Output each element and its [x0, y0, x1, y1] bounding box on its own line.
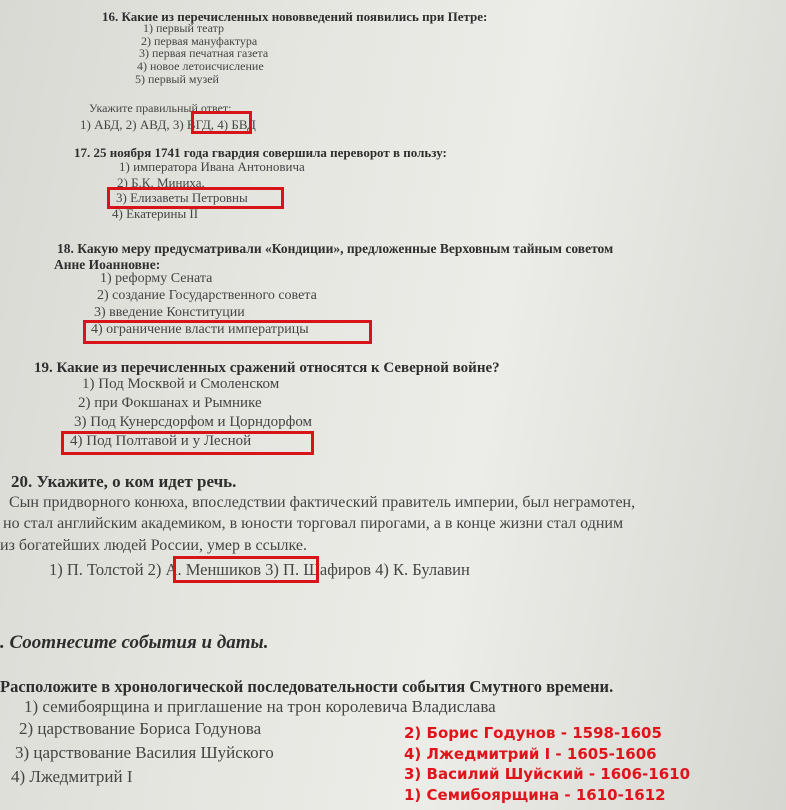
- q17-option-2: 2) Б.К. Миниха,: [117, 175, 205, 190]
- q16-option-3: 3) первая печатная газета: [139, 46, 269, 60]
- q18-option-3: 3) введение Конституции: [94, 305, 245, 320]
- answer-line-4: 1) Семибоярщина - 1610-1612: [404, 786, 666, 804]
- section-task: Расположите в хронологической последовательности события Смутного времени.: [0, 677, 614, 696]
- q20-answers: 1) П. Толстой 2) А. Меншиков 3) П. Шафиров 4) К. Булавин: [49, 560, 470, 579]
- q20-highlight-box: [173, 556, 319, 583]
- section-item-3: 3) царствование Василия Шуйского: [15, 743, 274, 762]
- q20-text-line-3: из богатейших людей России, умер в ссылке.: [0, 537, 307, 554]
- q17-option-1: 1) императора Ивана Антоновича: [119, 159, 305, 174]
- section-item-1: 1) семибоярщина и приглашение на трон королевича Владислава: [24, 697, 496, 716]
- section-item-4: 4) Лжедмитрий I: [11, 767, 133, 786]
- q18-option-1: 1) реформу Сената: [100, 271, 213, 286]
- q19-option-4: 4) Под Полтавой и у Лесной: [70, 433, 252, 449]
- q16-option-2: 2) первая мануфактура: [141, 34, 258, 48]
- q16-prompt: Укажите правильный ответ:: [89, 101, 232, 115]
- answer-line-1: 2) Борис Годунов - 1598-1605: [404, 724, 662, 742]
- q20-text-line-2: но стал английским академиком, в юности торговал пирогами, а в конце жизни стал одним: [3, 515, 624, 532]
- section-title: . Соотнесите события и даты.: [0, 632, 269, 653]
- question-18-title-continued: Анне Иоанновне:: [54, 257, 161, 272]
- q18-option-2: 2) создание Государственного совета: [97, 288, 317, 303]
- q18-option-4: 4) ограничение власти императрицы: [91, 322, 309, 337]
- answer-line-3: 3) Василий Шуйский - 1606-1610: [404, 765, 691, 783]
- q16-option-4: 4) новое летоисчисление: [137, 59, 264, 73]
- q19-option-2: 2) при Фокшанах и Рымнике: [78, 395, 262, 411]
- q17-highlight-box: [107, 187, 284, 209]
- q19-option-1: 1) Под Москвой и Смоленском: [82, 376, 280, 392]
- q16-highlight-box: [191, 111, 252, 134]
- q16-option-5: 5) первый музей: [135, 72, 219, 86]
- q19-highlight-box: [61, 431, 314, 455]
- question-18-title: 18. Какую меру предусматривали «Кондиции», предложенные Верховным тайным советом: [57, 241, 614, 256]
- q17-option-4: 4) Екатерины II: [112, 206, 199, 221]
- question-19-title: 19. Какие из перечисленных сражений относятся к Северной войне?: [34, 360, 500, 376]
- q16-option-1: 1) первый театр: [143, 21, 225, 35]
- question-20-title: 20. Укажите, о ком идет речь.: [11, 472, 237, 491]
- q17-option-3: 3) Елизаветы Петровны: [116, 190, 248, 205]
- q18-highlight-box: [83, 320, 372, 344]
- question-17-title: 17. 25 ноября 1741 года гвардия совершила переворот в пользу:: [74, 145, 447, 160]
- q20-text-line-1: Сын придворного конюха, впоследствии фактический правитель империи, был неграмотен,: [9, 494, 636, 511]
- q19-option-3: 3) Под Кунерсдорфом и Цорндорфом: [74, 414, 313, 430]
- q16-answers: 1) АБД, 2) АВД, 3) ВГД, 4) БВД: [80, 117, 256, 132]
- section-item-2: 2) царствование Бориса Годунова: [19, 719, 262, 738]
- answer-line-2: 4) Лжедмитрий I - 1605-1606: [404, 745, 657, 763]
- question-16-title: 16. Какие из перечисленных нововведений появились при Петре:: [102, 9, 488, 24]
